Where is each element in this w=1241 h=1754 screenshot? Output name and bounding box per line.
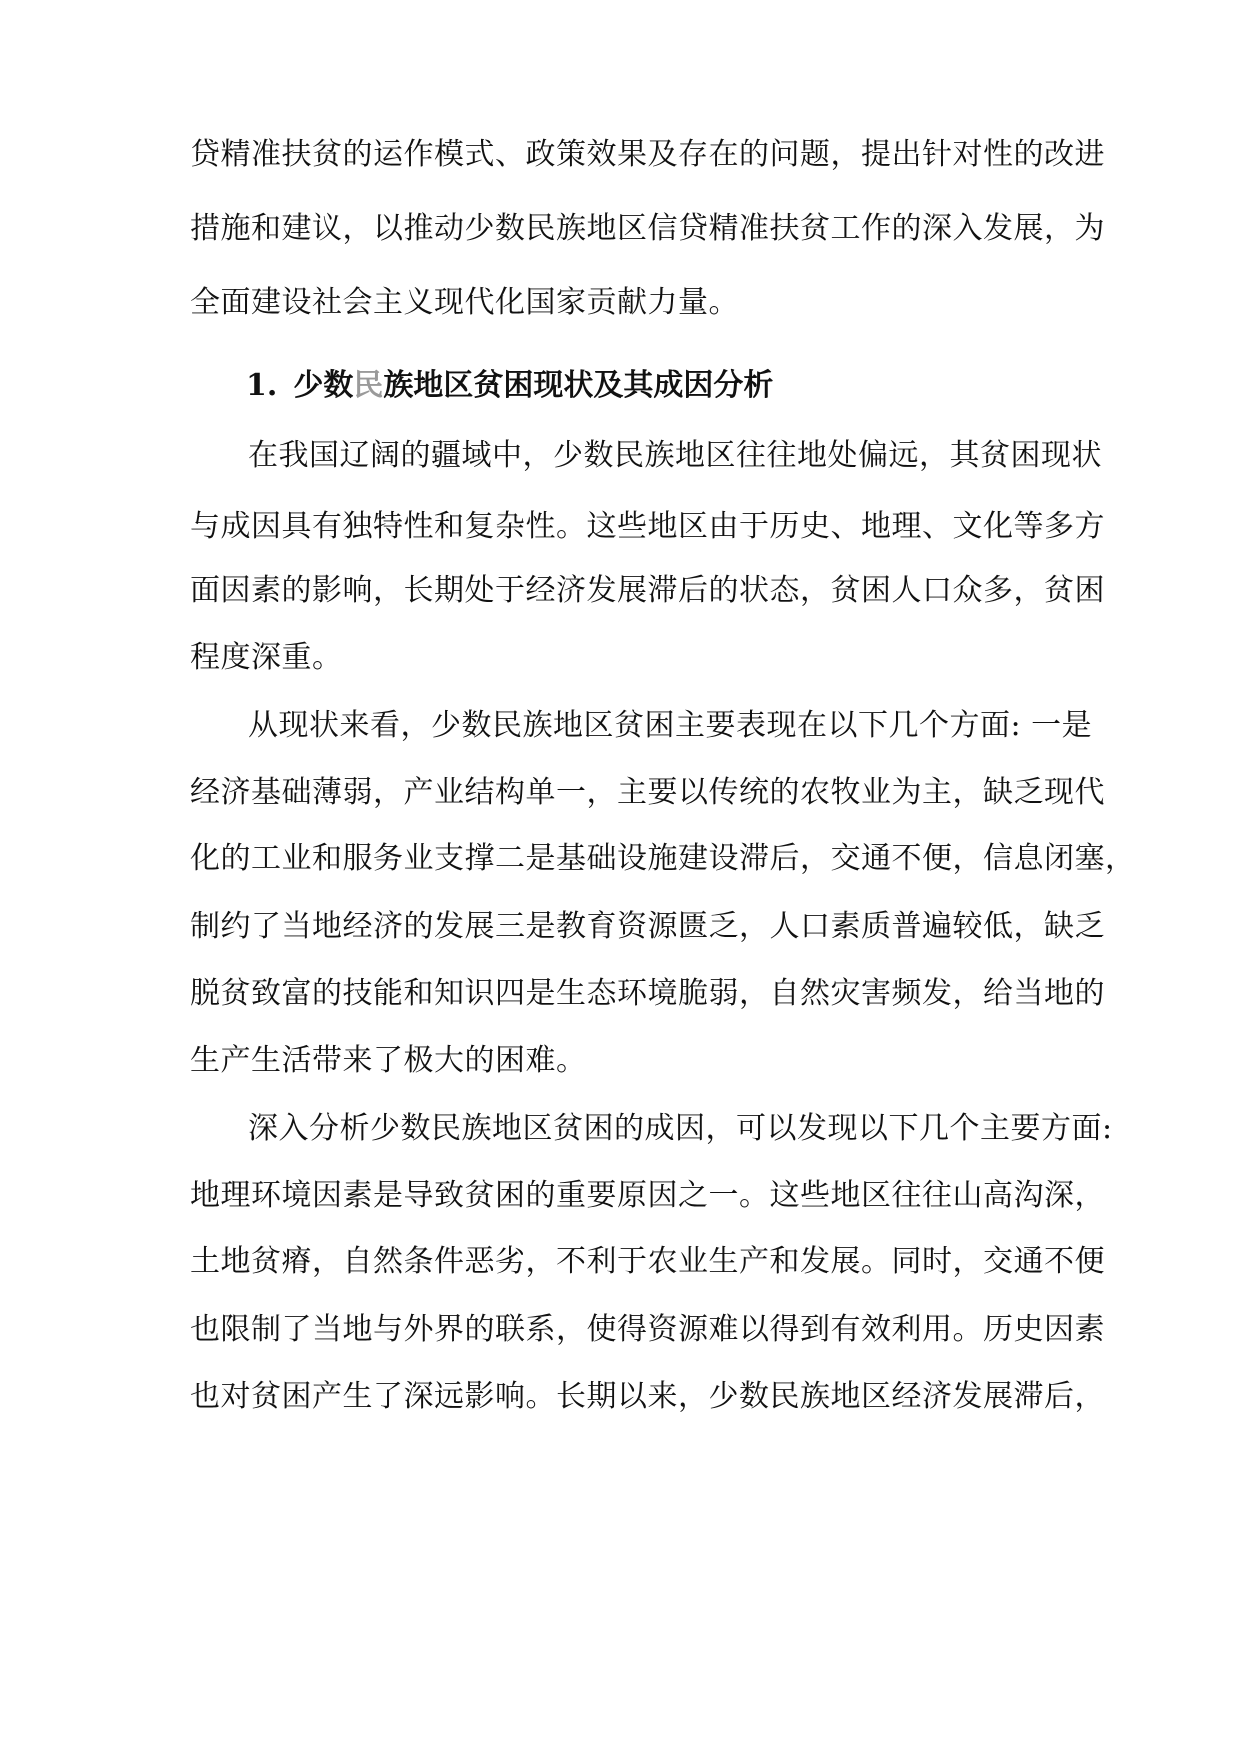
paragraph-2-line-2: 经济基础薄弱，产业结构单一，主要以传统的农牧业为主，缺乏现代 xyxy=(190,775,1105,810)
section-number: 1. xyxy=(246,368,278,403)
paragraph-1-line-2: 与成因具有独特性和复杂性。这些地区由于历史、地理、文化等多方 xyxy=(190,509,1105,544)
paragraph-3-line-2: 地理环境因素是导致贫困的重要原因之一。这些地区往往山高沟深， xyxy=(190,1178,1105,1213)
paragraph-3-line-4: 也限制了当地与外界的联系，使得资源难以得到有效利用。历史因素 xyxy=(190,1312,1105,1347)
paragraph-2-line-5: 脱贫致富的技能和知识四是生态环境脆弱，自然灾害频发，给当地的 xyxy=(190,976,1105,1011)
paragraph-2-line-6: 生产生活带来了极大的困难。 xyxy=(190,1043,587,1078)
intro-line-2: 措施和建议，以推动少数民族地区信贷精准扶贫工作的深入发展，为 xyxy=(190,211,1105,246)
section-title-part2: 族地区贫困现状及其成因分析 xyxy=(383,368,774,403)
paragraph-3-line-3: 土地贫瘠，自然条件恶劣，不利于农业生产和发展。同时，交通不便 xyxy=(190,1244,1105,1279)
section-heading xyxy=(246,366,773,406)
paragraph-1-line-3: 面因素的影响，长期处于经济发展滞后的状态，贫困人口众多，贫困 xyxy=(190,573,1105,608)
paragraph-2-line-4: 制约了当地经济的发展三是教育资源匮乏，人口素质普遍较低，缺乏 xyxy=(190,909,1105,944)
paragraph-3-line-1: 深入分析少数民族地区贫困的成因，可以发现以下几个主要方面: xyxy=(248,1111,1113,1146)
paragraph-2-line-1: 从现状来看，少数民族地区贫困主要表现在以下几个方面: 一是 xyxy=(248,708,1093,743)
paragraph-3-line-5: 也对贫困产生了深远影响。长期以来，少数民族地区经济发展滞后， xyxy=(190,1379,1105,1414)
intro-line-3: 全面建设社会主义现代化国家贡献力量。 xyxy=(190,285,739,320)
paragraph-1-line-4: 程度深重。 xyxy=(190,640,343,675)
section-title-part1: 少数 xyxy=(293,368,354,403)
section-title-highlight: 民 xyxy=(353,368,384,403)
intro-line-1: 贷精准扶贫的运作模式、政策效果及存在的问题，提出针对性的改进 xyxy=(190,137,1105,172)
paragraph-2-line-3: 化的工业和服务业支撑二是基础设施建设滞后，交通不便，信息闭塞， xyxy=(190,841,1136,876)
paragraph-1-line-1: 在我国辽阔的疆域中，少数民族地区往往地处偏远，其贫困现状 xyxy=(248,438,1102,473)
